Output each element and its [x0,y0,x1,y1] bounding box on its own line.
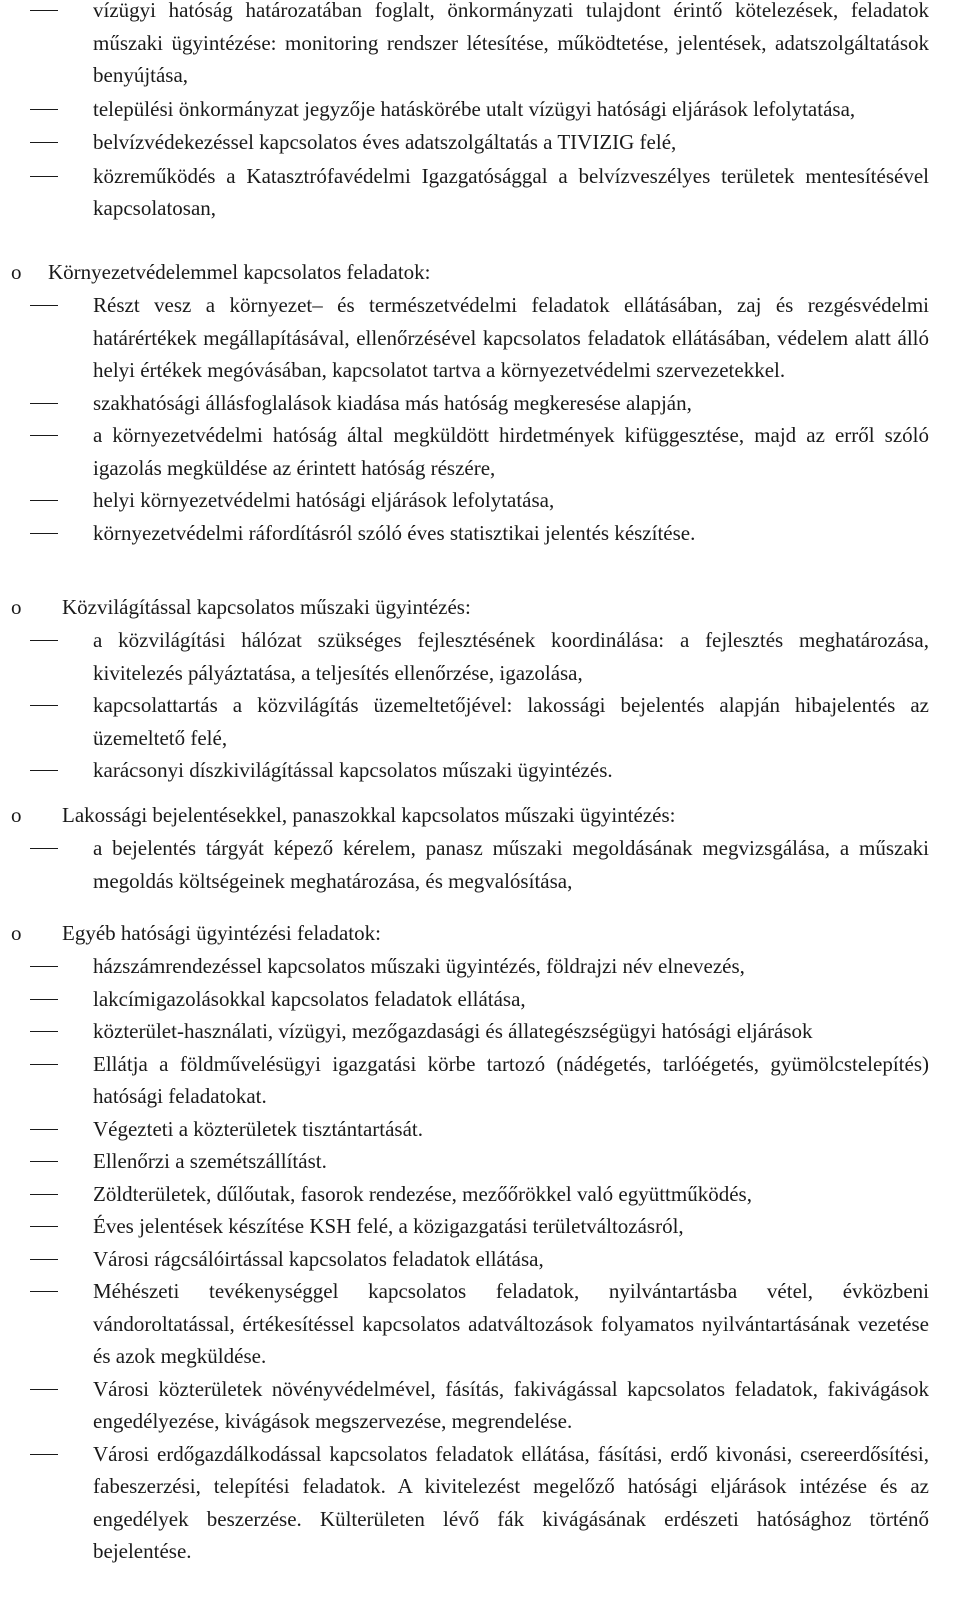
list-item [0,1275,960,1373]
list-item [0,160,960,225]
dash-bullet [30,305,58,306]
list-item [0,624,960,689]
section-bullet: o [11,260,22,284]
dash-bullet [30,999,58,1000]
list-item [0,289,960,387]
section-heading [0,591,960,624]
list-item [0,1438,960,1568]
list-item-text: Részt vesz a környezet– és természetvédelmi feladatok ellátásában, zaj és rezgésvédelmi határértékek megállapításával, ellenőrzésével kapcsolatos feladatok ellátásában, védelem alatt álló helyi értékek megóvásában, kapcsolatot tartva a környezetvédelmi szervezetekkel. [93,293,929,382]
section-public-lighting [0,591,960,787]
dash-bullet [30,1454,58,1455]
list-item [0,1145,960,1178]
dash-bullet [30,848,58,849]
dash-bullet [30,640,58,641]
list-item-text: Ellátja a földművelésügyi igazgatási körbe tartozó (nádégetés, tarlóégetés, gyümölcstelepítés) hatósági feladatokat. [93,1051,929,1108]
dash-bullet [30,533,58,534]
list-item-text: Végezteti a közterületek tisztántartását. [93,1116,424,1141]
list-item [0,419,960,484]
list-item-text: vízügyi hatóság határozatában foglalt, önkormányzati tulajdont érintő kötelezések, feladatok műszaki ügyintézése: monitoring rendszer létesítése, működtetése, jelentések, adatszolgáltatások benyújtása, [93,0,929,87]
list-item-text: karácsonyi díszkivilágítással kapcsolatos műszaki ügyintézés. [93,758,613,782]
section-title: Lakossági bejelentésekkel, panaszokkal kapcsolatos műszaki ügyintézés: [62,803,676,827]
dash-bullet [30,142,58,143]
dash-bullet [30,109,58,110]
dash-bullet [30,403,58,404]
dash-bullet [30,500,58,501]
list-item [0,387,960,420]
list-item [0,950,960,983]
list-item [0,126,960,159]
list-item-text: a környezetvédelmi hatóság által megküldött hirdetmények kifüggesztése, majd az erről szóló igazolás megküldése az érintett hatóság részére, [93,423,929,480]
list-item-text: települési önkormányzat jegyzője hatáskörébe utalt vízügyi hatósági eljárások lefolytatása, [93,96,856,121]
list-item-text: Ellenőrzi a szemétszállítást. [93,1149,327,1173]
list-item-text: közterület-használati, vízügyi, mezőgazdasági és állategészségügyi hatósági eljárások [93,1019,813,1043]
section-title: Környezetvédelemmel kapcsolatos feladatok: [48,260,431,284]
list-item [0,1210,960,1243]
list-item-text: kapcsolattartás a közvilágítás üzemeltetőjével: lakossági bejelentés alapján hibajelentés az üzemeltető felé, [93,693,929,750]
list-item-text: helyi környezetvédelmi hatósági eljárások lefolytatása, [93,488,555,512]
list-item [0,754,960,787]
dash-bullet [30,1031,58,1032]
list-item [0,1373,960,1438]
section-other-authority [0,917,960,1568]
dash-bullet [30,705,58,706]
list-item [0,1048,960,1113]
dash-bullet [30,1129,58,1130]
dash-bullet [30,1226,58,1227]
list-item-text: Városi közterületek növényvédelmével, fásítás, fakivágással kapcsolatos feladatok, fakivágások engedélyezése, kivágások megszervezése, megrendelése. [93,1376,929,1433]
section-heading [0,256,960,289]
dash-bullet [30,1064,58,1065]
list-item-text: lakcímigazolásokkal kapcsolatos feladatok ellátása, [93,986,526,1011]
list-item-text: Zöldterületek, dűlőutak, fasorok rendezése, mezőőrökkel való együttműködés, [93,1181,752,1206]
dash-bullet [30,1389,58,1390]
dash-bullet [30,10,58,11]
list-item-text: a bejelentés tárgyát képező kérelem, panasz műszaki megoldásának megvizsgálása, a műszaki megoldás költségeinek meghatározása, és megvalósítása, [93,836,929,893]
dash-bullet [30,176,58,177]
list-item [0,1243,960,1276]
list-item [0,517,960,550]
section-water [0,0,960,225]
list-item [0,832,960,897]
list-item [0,0,960,92]
dash-bullet [30,770,58,771]
section-title: Egyéb hatósági ügyintézési feladatok: [62,921,381,945]
section-public-complaints [0,799,960,897]
list-item-text: Városi rágcsálóirtással kapcsolatos feladatok ellátása, [93,1246,544,1271]
list-item-text: Méhészeti tevékenységgel kapcsolatos feladatok, nyilvántartásba vétel, évközbeni vándoroltatással, értékesítéssel kapcsolatos adatváltozások folyamatos nyilvántartásának vezetése és azok megküldése. [93,1279,929,1368]
list-item-text: közreműködés a Katasztrófavédelmi Igazgatósággal a belvízveszélyes területek mentesítésével kapcsolatosan, [93,163,929,220]
section-heading [0,799,960,832]
list-item [0,1178,960,1211]
dash-bullet [30,435,58,436]
section-bullet: o [11,921,22,945]
list-item [0,1015,960,1048]
list-item-text: a közvilágítási hálózat szükséges fejlesztésének koordinálása: a fejlesztés meghatározása, kivitelezés pályáztatása, a teljesítés ellenőrzése, igazolása, [93,628,929,685]
list-item-text: belvízvédekezéssel kapcsolatos éves adatszolgáltatás a TIVIZIG felé, [93,130,677,154]
list-item-text: Városi erdőgazdálkodással kapcsolatos feladatok ellátása, fásítási, erdő kivonási, csereerdősítési, fabeszerzési, telepítési feladatok. A kivitelezést megelőző hatósági eljárások intézése és az engedélyek beszerzése. Külterületen lévő fák kivágásának erdészeti hatósághoz történő bejelentése. [93,1441,929,1563]
list-item [0,93,960,126]
section-bullet: o [11,595,22,619]
section-environment [0,256,960,549]
list-item-text: szakhatósági állásfoglalások kiadása más hatóság megkeresése alapján, [93,390,692,415]
list-item-text: környezetvédelmi ráfordításról szóló éves statisztikai jelentés készítése. [93,520,696,545]
section-bullet: o [11,803,22,827]
list-item-text: házszámrendezéssel kapcsolatos műszaki ügyintézés, földrajzi név elnevezés, [93,954,745,978]
list-item [0,983,960,1016]
dash-bullet [30,1161,58,1162]
list-item [0,1113,960,1146]
dash-bullet [30,1259,58,1260]
dash-bullet [30,966,58,967]
list-item [0,689,960,754]
dash-bullet [30,1194,58,1195]
dash-bullet [30,1291,58,1292]
section-title: Közvilágítással kapcsolatos műszaki ügyintézés: [62,595,471,619]
list-item-text: Éves jelentések készítése KSH felé, a közigazgatási területváltozásról, [93,1214,684,1238]
section-heading [0,917,960,950]
list-item [0,484,960,517]
